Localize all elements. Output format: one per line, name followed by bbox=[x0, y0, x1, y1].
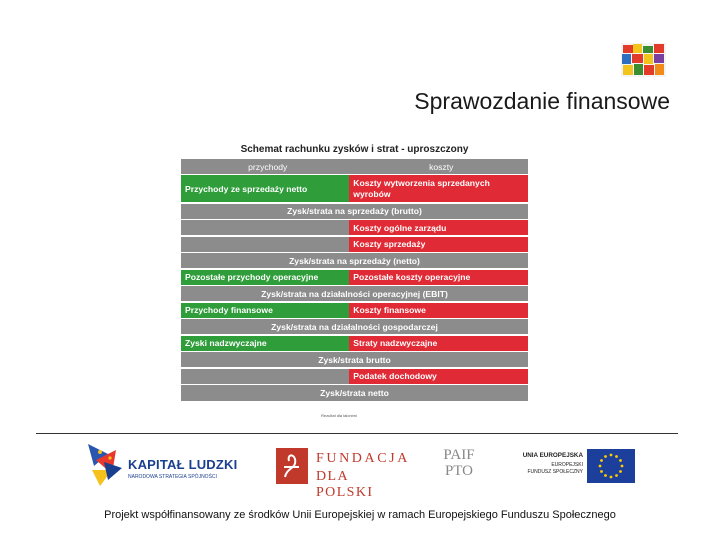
income-statement-schema bbox=[181, 141, 528, 418]
eu-line3: FUNDUSZ SPOŁECZNY bbox=[527, 469, 583, 475]
paif-subtext: PTO bbox=[444, 463, 474, 479]
kapital-ludzki-logo bbox=[86, 440, 256, 490]
income-tax: Podatek dochodowy bbox=[349, 369, 528, 384]
kapital-ludzki-subtitle: NARODOWA STRATEGIA SPÓJNOŚCI bbox=[128, 474, 217, 480]
spacer-left bbox=[181, 369, 349, 384]
footer-divider bbox=[36, 433, 678, 434]
slide-title: Sprawozdanie finansowe bbox=[414, 88, 670, 114]
puzzle-logo bbox=[621, 43, 666, 77]
fundacja-dla-polski-logo bbox=[275, 447, 410, 500]
footer-cofinancing-text: Projekt współfinansowany ze środków Unii Europejskiej w ramach Europejskiego Funduszu Społecznego bbox=[104, 509, 616, 521]
eu-line2: EUROPEJSKI bbox=[551, 462, 583, 468]
ebit: Zysk/strata na działalności operacyjnej (EBIT) bbox=[181, 286, 528, 301]
fundacja-emblem-icon bbox=[275, 447, 309, 485]
net-sales-revenue: Przychody ze sprzedaży netto bbox=[181, 175, 349, 202]
paif-logo bbox=[436, 447, 482, 485]
gross-profit: Zysk/strata brutto bbox=[181, 352, 528, 367]
eu-title: UNIA EUROPEJSKA bbox=[522, 452, 583, 459]
paif-text: PAIF bbox=[443, 447, 475, 463]
net-sales-profit: Zysk/strata na sprzedaży (netto) bbox=[181, 253, 528, 268]
financial-costs: Koszty finansowe bbox=[349, 303, 528, 318]
gross-sales-profit: Zysk/strata na sprzedaży (brutto) bbox=[181, 204, 528, 219]
schema-title: Schemat rachunku zysków i strat - uproszczony bbox=[240, 144, 469, 155]
header-revenues: przychody bbox=[181, 159, 355, 174]
eu-social-fund-logo bbox=[505, 449, 635, 483]
header-costs: koszty bbox=[355, 159, 529, 174]
kapital-ludzki-title: KAPITAŁ LUDZKI bbox=[128, 457, 238, 472]
fundacja-line1: FUNDACJA bbox=[316, 451, 410, 466]
kapital-ludzki-emblem-icon bbox=[86, 440, 126, 490]
general-admin-costs: Koszty ogólne zarządu bbox=[349, 220, 528, 235]
selling-costs: Koszty sprzedaży bbox=[349, 237, 528, 252]
extraordinary-losses: Straty nadzwyczajne bbox=[349, 336, 528, 351]
other-operating-revenue: Pozostałe przychody operacyjne bbox=[181, 270, 349, 285]
spacer-left bbox=[181, 237, 349, 252]
spacer-left bbox=[181, 220, 349, 235]
extraordinary-gains: Zyski nadzwyczajne bbox=[181, 336, 349, 351]
fundacja-line2: DLA POLSKI bbox=[316, 469, 374, 500]
cost-of-goods-sold: Koszty wytworzenia sprzedanych wyrobów bbox=[349, 175, 528, 202]
net-profit: Zysk/strata netto bbox=[181, 385, 528, 401]
business-activity-profit: Zysk/strata na działalności gospodarczej bbox=[181, 319, 528, 334]
schema-footnote: Rezultat dla lalonimi bbox=[321, 413, 357, 418]
eu-flag-icon bbox=[587, 449, 635, 483]
other-operating-costs: Pozostałe koszty operacyjne bbox=[349, 270, 528, 285]
financial-revenue: Przychody finansowe bbox=[181, 303, 349, 318]
